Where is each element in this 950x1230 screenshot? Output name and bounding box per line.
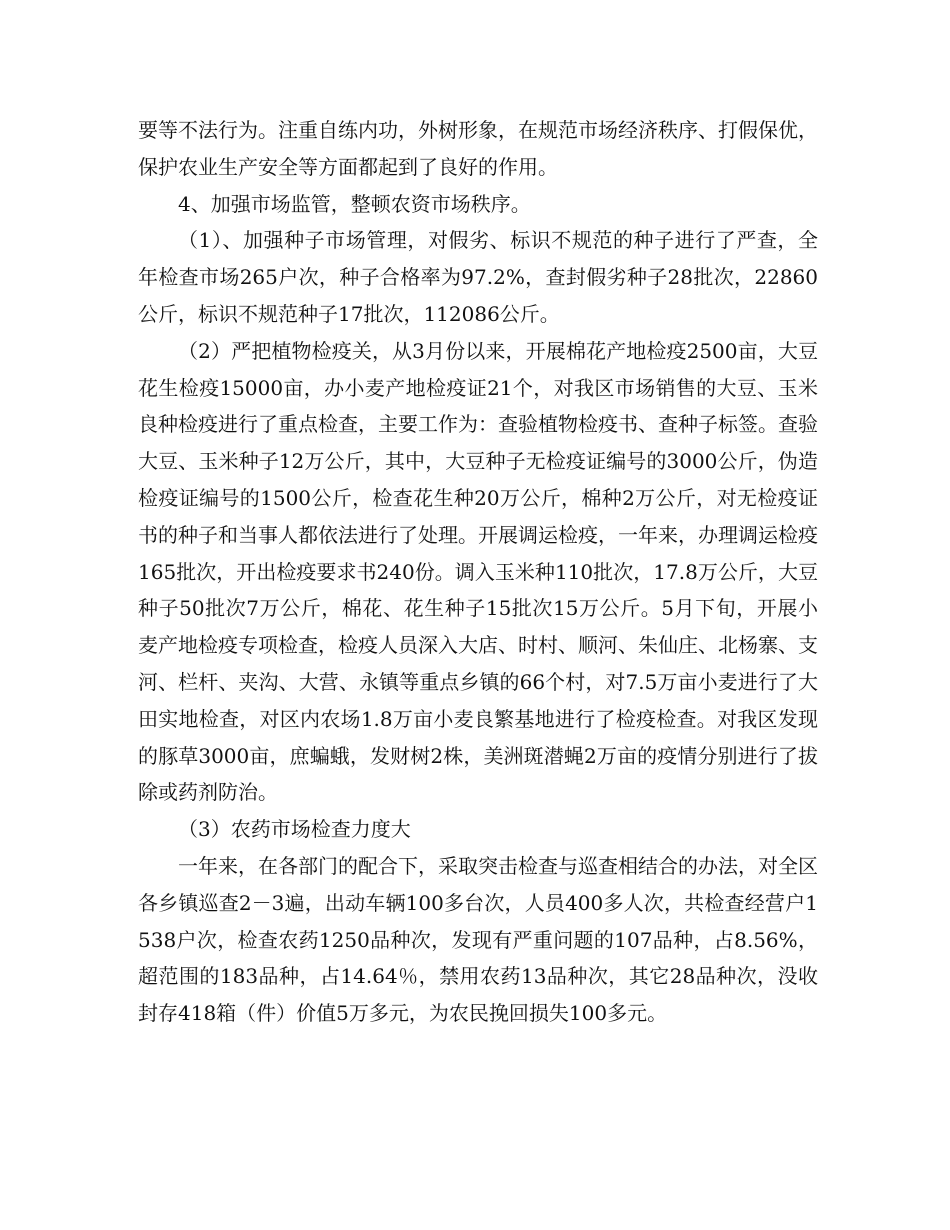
paragraph-continuation: 要等不法行为。注重自练内功，外树形象，在规范市场经济秩序、打假保优，保护农业生产安全等方面都起到了良好的作用。 xyxy=(138,118,818,179)
paragraph-pesticide-inspection: 一年来，在各部门的配合下，采取突击检查与巡查相结合的办法，对全区各乡镇巡查2－3遍，出动车辆100多台次，人员400多人次，共检查经营户1538户次，检查农药1250品种次，发现有严重问题的107品种，占8.56%，超范围的183品种，占14.64％，禁用农药13品种次，其它28品种次，没收封存418箱（件）价值5万多元，为农民挽回损失100多元。 xyxy=(138,853,818,1026)
paragraph-plant-quarantine: （2）严把植物检疫关，从3月份以来，开展棉花产地检疫2500亩，大豆花生检疫15000亩，办小麦产地检疫证21个，对我区市场销售的大豆、玉米良种检疫进行了重点检查，主要工作为：查验植物检疫书、查种子标签。查验大豆、玉米种子12万公斤，其中，大豆种子无检疫证编号的3000公斤，伪造检疫证编号的1500公斤，检查花生种20万公斤，棉种2万公斤，对无检疫证书的种子和当事人都依法进行了处理。开展调运检疫，一年来，办理调运检疫165批次，开出检疫要求书240份。调入玉米种110批次，17.8万公斤，大豆种子50批次7万公斤，棉花、花生种子15批次15万公斤。5月下旬，开展小麦产地检疫专项检查，检疫人员深入大店、时村、顺河、朱仙庄、北杨寨、支河、栏杆、夹沟、大营、永镇等重点乡镇的66个村，对7.5万亩小麦进行了大田实地检查，对区内农场1.8万亩小麦良繁基地进行了检疫检查。对我区发现的豚草3000亩，庶蝙蛾，发财树2株，美洲斑潜蝇2万亩的疫情分别进行了拔除或药剂防治。 xyxy=(138,338,818,805)
paragraph-seed-market: （1）、加强种子市场管理，对假劣、标识不规范的种子进行了严查，全年检查市场265户次，种子合格率为97.2%，查封假劣种子28批次，22860公斤，标识不规范种子17批次，112086公斤。 xyxy=(138,228,818,326)
section-heading-market-supervision: 4、加强市场监管，整顿农资市场秩序。 xyxy=(178,191,531,216)
document-page xyxy=(138,112,818,1032)
subheading-pesticide-market: （3）农药市场检查力度大 xyxy=(178,817,411,842)
